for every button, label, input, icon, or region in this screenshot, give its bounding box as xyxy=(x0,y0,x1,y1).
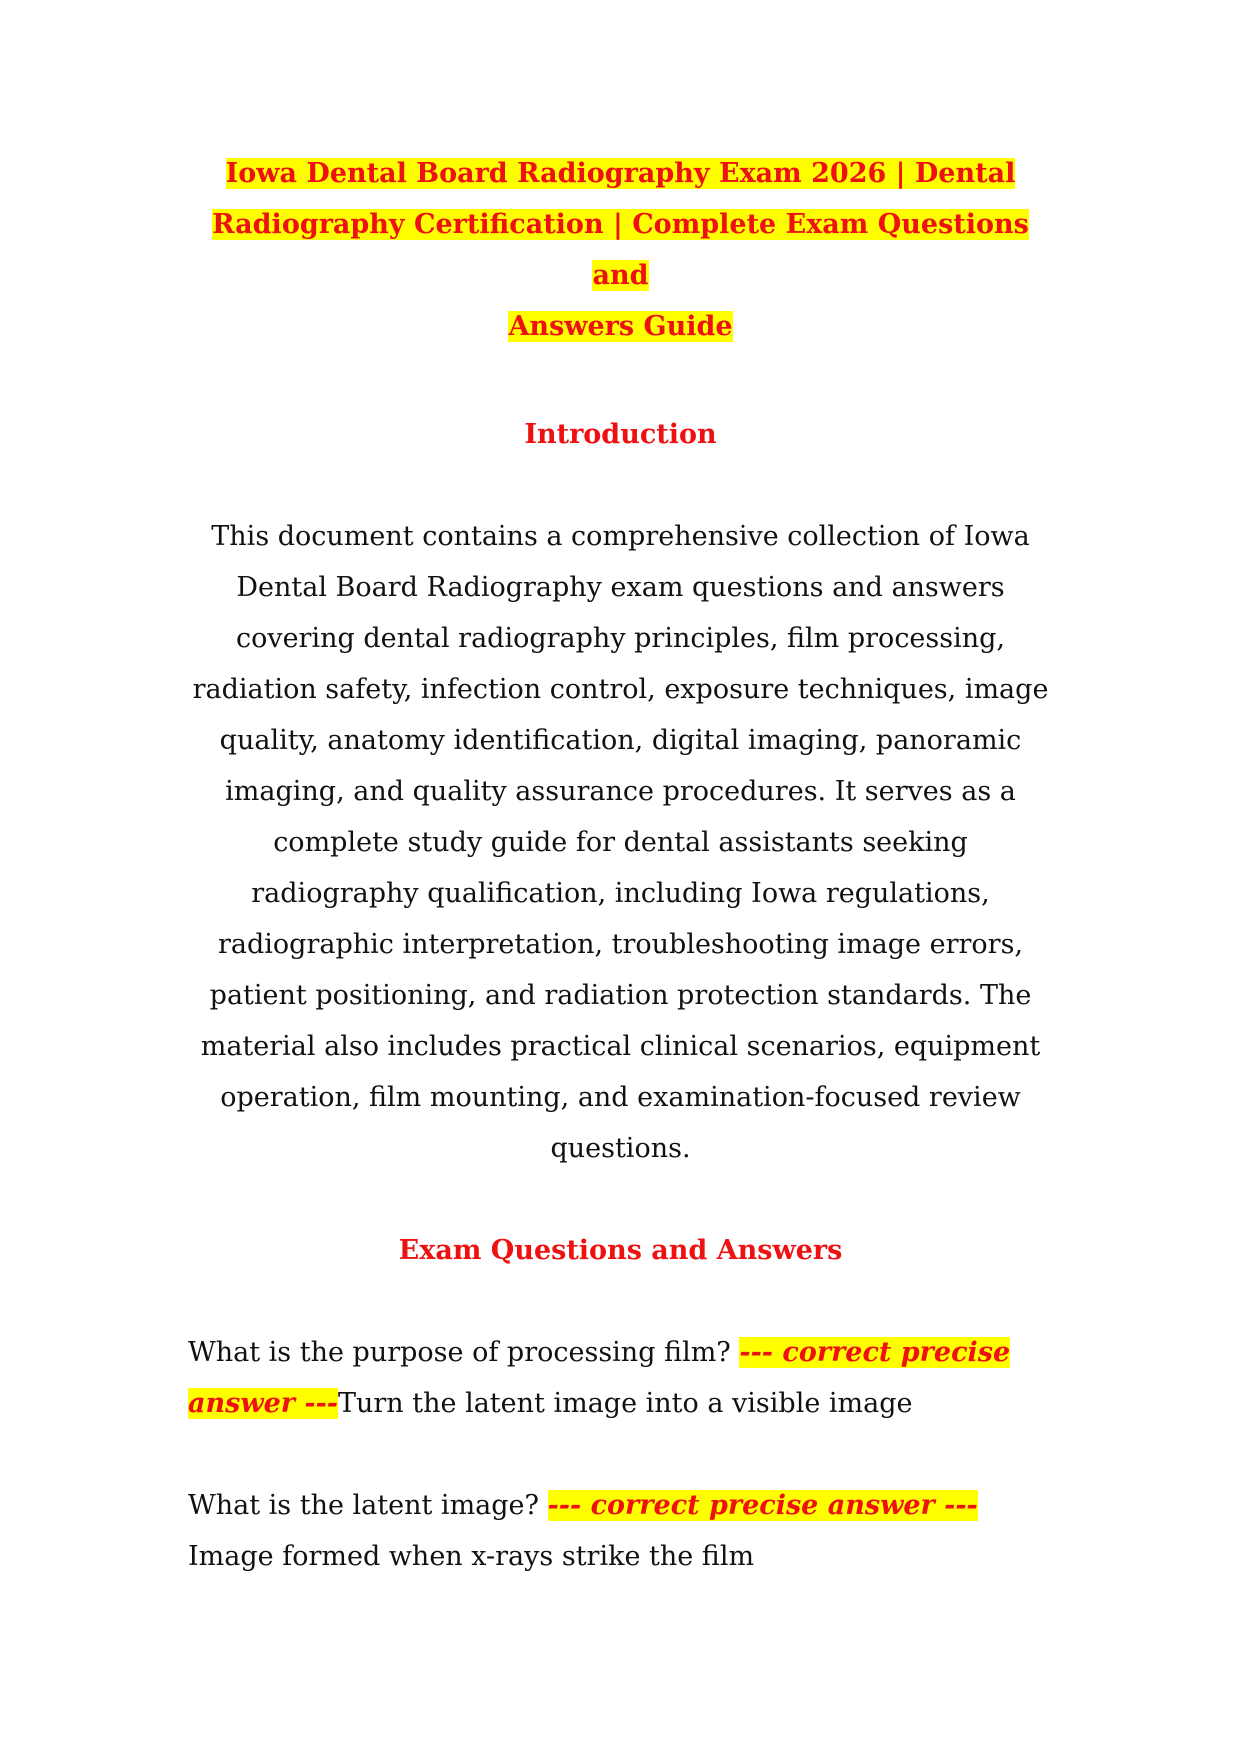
question-text: What is the purpose of processing film? xyxy=(188,1337,740,1368)
title-line-1: Iowa Dental Board Radiography Exam 2026 | Dental xyxy=(225,158,1016,189)
page-content xyxy=(188,148,1053,1582)
answer-text: Turn the latent image into a visible image xyxy=(338,1388,913,1419)
introduction-heading: Introduction xyxy=(524,419,717,450)
answer-marker: --- correct precise answer --- xyxy=(188,1337,1011,1419)
qa-item xyxy=(188,1327,1053,1429)
qa-item xyxy=(188,1480,1053,1582)
introduction-paragraph: This document contains a comprehensive collection of Iowa Dental Board Radiography exam questions and answers covering dental radiography principles, film processing, radiation safety, infection control, exposure techniques, image quality, anatomy identification, digital imaging, panoramic imaging, and quality assurance procedures. It serves as a complete study guide for dental assistants seeking radiography qualification, including Iowa regulations, radiographic interpretation, troubleshooting image errors, patient positioning, and radiation protection standards. The material also includes practical clinical scenarios, equipment operation, film mounting, and examination-focused review questions. xyxy=(192,521,1049,1164)
title-line-2: Radiography Certification | Complete Exam Questions and xyxy=(212,209,1029,291)
document-title xyxy=(188,148,1053,352)
answer-text: Image formed when x-rays strike the film xyxy=(188,1541,755,1572)
exam-qa-heading: Exam Questions and Answers xyxy=(398,1235,843,1266)
title-line-3: Answers Guide xyxy=(508,311,733,342)
question-text: What is the latent image? xyxy=(188,1490,548,1521)
answer-marker: --- correct precise answer --- xyxy=(547,1490,978,1521)
